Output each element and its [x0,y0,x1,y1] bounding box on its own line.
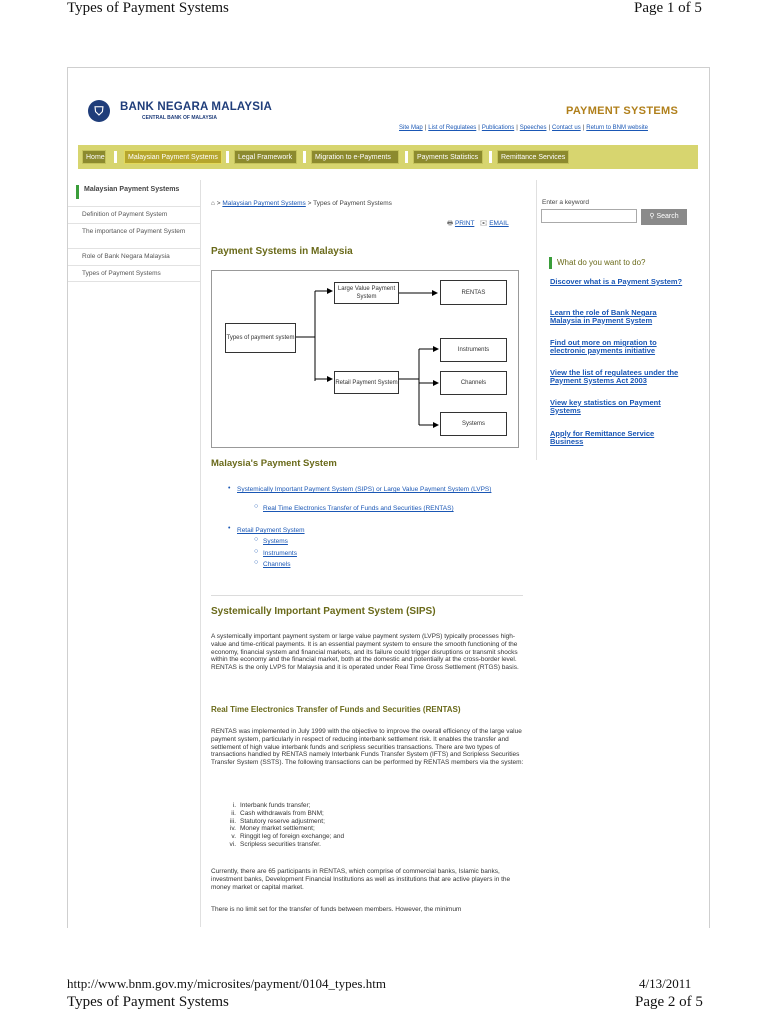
diagram-lvps-box: Large Value Payment System [334,282,399,304]
pdf-next-page-number: Page 2 of 5 [635,994,703,1010]
bullet-circle: ○ [254,536,259,543]
transactions-list [220,802,344,849]
right-link-statistics[interactable]: View key statistics on Payment Systems [550,398,661,415]
payment-systems-diagram [211,270,519,448]
webpage-frame [67,67,710,928]
print-icon[interactable]: 🖶 [447,220,454,227]
keyword-input[interactable] [541,209,637,223]
right-link-remittance[interactable]: Apply for Remittance Service Business [550,429,655,446]
link-contact-us[interactable]: Contact us [552,125,581,131]
participants-paragraph: Currently, there are 65 participants in RENTAS, which comprise of commercial banks, Islamic banks, investment banks, Development Financial Institutions as well as institutions that are active players in the money market or capital market. [211,868,511,891]
bullet-circle: ○ [254,548,259,555]
right-link-migration[interactable]: Find out more on migration to electronic payments initiative [550,338,657,355]
link-publications[interactable]: Publications [481,125,515,131]
site-section-title: PAYMENT SYSTEMS [566,105,679,117]
bank-subtitle: CENTRAL BANK OF MALAYSIA [142,115,218,121]
link-site-map[interactable]: Site Map [399,125,423,131]
link-channels[interactable]: Channels [263,561,291,568]
sidebar-item-types[interactable]: Types of Payment Systems [68,265,200,282]
nav-separator [489,151,492,163]
diagram-retail-box: Retail Payment System [334,371,399,394]
nav-separator [303,151,306,163]
link-retail[interactable]: Retail Payment System [237,527,305,534]
diagram-channels-box: Channels [440,371,507,395]
list-item: iv. Money market settlement; [229,825,315,833]
search-button[interactable]: ⚲ Search [641,209,687,225]
bullet-circle: ○ [254,559,259,566]
column-divider [536,180,537,460]
diagram-systems-box: Systems [440,412,507,436]
right-link-regulatees[interactable]: View the list of regulatees under the Payment Systems Act 2003 [550,368,679,385]
list-item: iii. Statutory reserve adjustment; [229,817,325,825]
column-divider [200,180,201,927]
link-return-bnm[interactable]: Return to BNM website [586,125,648,131]
print-link[interactable]: PRINT [454,220,475,227]
email-link[interactable]: EMAIL [489,220,509,227]
nav-separator [114,151,117,163]
pdf-footer-date: 4/13/2011 [639,976,692,991]
nav-malaysian-payment-systems[interactable]: Malaysian Payment Systems [124,150,222,164]
breadcrumb [211,200,392,207]
link-systems[interactable]: Systems [263,538,288,545]
main-heading: Payment Systems in Malaysia [211,246,353,257]
page-tools [447,219,509,230]
diagram-instruments-box: Instruments [440,338,507,362]
section-heading-malaysia: Malaysia's Payment System [211,458,337,469]
nav-remittance-services[interactable]: Remittance Services [497,150,569,164]
rentas-paragraph: RENTAS was implemented in July 1999 with the objective to improve the overall efficiency of the large value payment system, particularly in respect of reducing interbank settlement risk. It enables the transfer and settlement of high value interbank funds and scripless securities transactions. There are two types of transactions handled by RENTAS namely Interbank Funds Transfer System (IFTS) and Scripless Securities Transfer System (SSTS). The following transactions can be performed by RENTAS members via the system: [211,728,524,767]
breadcrumb-current: Types of Payment Systems [313,200,392,207]
bullet-circle: ○ [254,503,259,510]
nav-legal-framework[interactable]: Legal Framework [234,150,297,164]
nav-separator [226,151,229,163]
sips-paragraph: A systemically important payment system or large value payment system (LVPS) typically processes high-value and time-critical payments. It is an essential payment system to ensure the smooth functioning of the economy, financial system and financial markets, and its failure could trigger disruptions or transmit shocks within the economy and the financial market, both at the domestic and potentially at the cross-border level. RENTAS is the only LVPS for Malaysia and it is operated under Real Time Gross Settlement (RTGS) basis. [211,633,519,672]
keyword-label: Enter a keyword [542,199,589,206]
diagram-rentas-box: RENTAS [440,280,507,305]
what-title: What do you want to do? [557,258,646,267]
bank-name: BANK NEGARA MALAYSIA [120,101,273,113]
bnm-logo-icon[interactable]: ⛉ [88,100,110,122]
list-item: ii. Cash withdrawals from BNM; [231,809,324,817]
pdf-page-number: Page 1 of 5 [634,0,702,16]
breadcrumb-link[interactable]: Malaysian Payment Systems [222,200,306,207]
list-item: v. Ringgit leg of foreign exchange; and [231,833,345,841]
limit-paragraph: There is no limit set for the transfer of funds between members. However, the minimum [211,906,462,913]
pdf-page-title: Types of Payment Systems [67,0,229,16]
sidebar-item-definition[interactable]: Definition of Payment System [68,206,200,222]
nav-separator [405,151,408,163]
nav-migration[interactable]: Migration to e-Payments [311,150,399,164]
rentas-heading: Real Time Electronics Transfer of Funds and Securities (RENTAS) [211,705,461,714]
sidebar-title[interactable]: Malaysian Payment Systems [84,186,180,193]
diagram-root-box: Types of payment system [225,323,296,353]
link-instruments[interactable]: Instruments [263,550,297,557]
list-item: i. Interbank funds transfer; [232,802,311,809]
pdf-next-page-title: Types of Payment Systems [67,994,229,1010]
breadcrumb-separator: > [216,200,221,207]
sips-heading: Systemically Important Payment System (SIPS) [211,606,436,617]
list-item: vi. Scripless securities transfer. [229,840,321,848]
email-icon[interactable]: ✉ [479,220,488,227]
link-speeches[interactable]: Speeches [519,125,547,131]
sidebar-item-importance[interactable]: The importance of Payment System [68,223,200,240]
sidebar-accent [76,185,79,199]
link-rentas[interactable]: Real Time Electronics Transfer of Funds and Securities (RENTAS) [263,505,454,512]
pdf-footer-url: http://www.bnm.gov.my/microsites/payment/0104_types.htm [67,976,386,991]
right-link-role[interactable]: Learn the role of Bank Negara Malaysia in Payment System [550,308,657,325]
search-icon: ⚲ [649,213,655,220]
nav-payments-statistics[interactable]: Payments Statistics [413,150,483,164]
sidebar-item-role[interactable]: Role of Bank Negara Malaysia [68,248,200,264]
link-list-of-regulatees[interactable]: List of Regulatees [428,125,477,131]
home-icon[interactable]: ⌂ [211,200,215,207]
bullet-dot: • [228,525,231,532]
divider [211,595,523,596]
bullet-dot: • [228,485,231,492]
nav-home[interactable]: Home [82,150,106,164]
breadcrumb-separator: > [307,200,312,207]
link-sips[interactable]: Systemically Important Payment System (SIPS) or Large Value Payment System (LVPS) [237,486,492,493]
top-links: Site Map | List of Regulatees | Publications | Speeches | Contact us | Return to BNM website [399,125,648,131]
what-accent [549,257,552,269]
right-link-discover[interactable]: Discover what is a Payment System? [550,277,683,286]
